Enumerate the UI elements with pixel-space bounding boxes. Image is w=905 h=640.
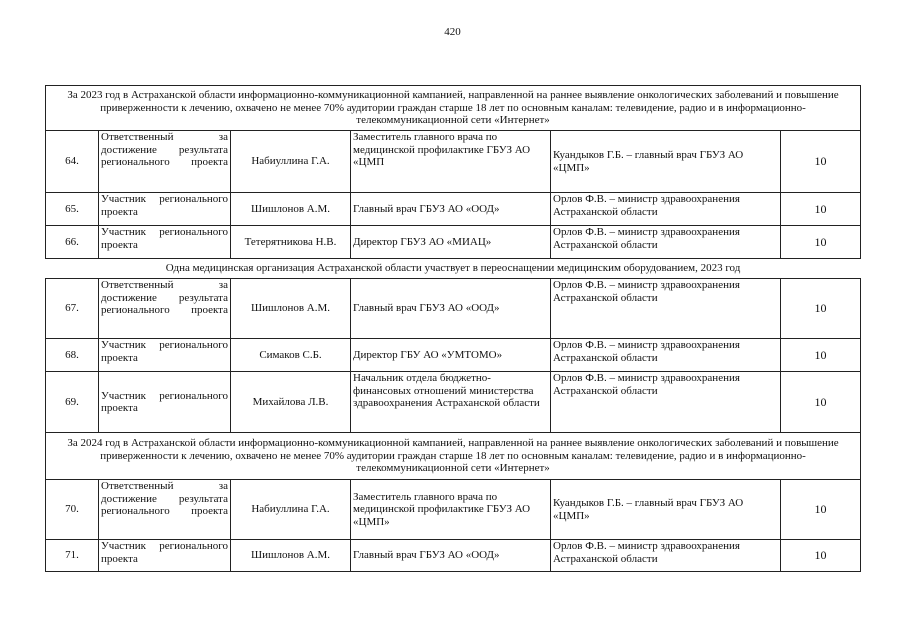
role-cell: Ответственный за достижение результата регионального проекта (99, 279, 231, 339)
position-cell: Директор ГБУЗ АО «МИАЦ» (351, 226, 551, 259)
row-number: 68. (46, 339, 99, 372)
name-cell: Набиуллина Г.А. (231, 131, 351, 193)
workload-cell: 10 (781, 480, 861, 540)
workload-cell: 10 (781, 193, 861, 226)
name-cell: Шишлонов А.М. (231, 540, 351, 572)
position-cell: Главный врач ГБУЗ АО «ООД» (351, 279, 551, 339)
page-number: 420 (444, 26, 461, 38)
position-cell: Директор ГБУ АО «УМТОМО» (351, 339, 551, 372)
role-cell: Участник регионального проекта (99, 372, 231, 433)
section-header-row (46, 433, 861, 480)
supervisor-cell: Орлов Ф.В. – министр здравоохранения Астраханской области (551, 226, 781, 259)
name-cell: Симаков С.Б. (231, 339, 351, 372)
role-cell: Участник регионального проекта (99, 540, 231, 572)
role-cell: Участник регионального проекта (99, 193, 231, 226)
table-row (46, 193, 861, 226)
section-header: За 2024 год в Астраханской области информационно-коммуникационной кампанией, направленной на раннее выявление онкологических заболеваний и повышение приверженности к лечению, охвачено не менее 70% аудитории граждан старше 18 лет по основным каналам: телевидение, радио и в информационно-телекоммуникационной сети «Интернет» (46, 433, 861, 480)
role-cell: Участник регионального проекта (99, 339, 231, 372)
section-header: За 2023 год в Астраханской области информационно-коммуникационной кампанией, направленной на раннее выявление онкологических заболеваний и повышение приверженности к лечению, охвачено не менее 70% аудитории граждан старше 18 лет по основным каналам: телевидение, радио и в информационно-телекоммуникационной сети «Интернет» (46, 86, 861, 131)
workload-cell: 10 (781, 372, 861, 433)
table-row (46, 226, 861, 259)
row-number: 66. (46, 226, 99, 259)
table-row (46, 540, 861, 572)
section-header-row (46, 259, 861, 279)
row-number: 65. (46, 193, 99, 226)
name-cell: Набиуллина Г.А. (231, 480, 351, 540)
table-row (46, 279, 861, 339)
row-number: 69. (46, 372, 99, 433)
supervisor-cell: Орлов Ф.В. – министр здравоохранения Астраханской области (551, 540, 781, 572)
row-number: 67. (46, 279, 99, 339)
name-cell: Михайлова Л.В. (231, 372, 351, 433)
table-row (46, 131, 861, 193)
supervisor-cell: Орлов Ф.В. – министр здравоохранения Астраханской области (551, 279, 781, 339)
workload-cell: 10 (781, 279, 861, 339)
role-cell: Ответственный за достижение результата регионального проекта (99, 480, 231, 540)
supervisor-cell: Куандыков Г.Б. – главный врач ГБУЗ АО «ЦМП» (551, 131, 781, 193)
table-row (46, 339, 861, 372)
role-cell: Участник регионального проекта (99, 226, 231, 259)
name-cell: Шишлонов А.М. (231, 279, 351, 339)
row-number: 64. (46, 131, 99, 193)
workload-cell: 10 (781, 540, 861, 572)
position-cell: Заместитель главного врача по медицинской профилактике ГБУЗ АО «ЦМП» (351, 480, 551, 540)
supervisor-cell: Орлов Ф.В. – министр здравоохранения Астраханской области (551, 339, 781, 372)
position-cell: Начальник отдела бюджетно- финансовых отношений министерства здравоохранения Астраханской области (351, 372, 551, 433)
workload-cell: 10 (781, 131, 861, 193)
workload-cell: 10 (781, 339, 861, 372)
row-number: 70. (46, 480, 99, 540)
role-cell: Ответственный за достижение результата регионального проекта (99, 131, 231, 193)
table-row (46, 372, 861, 433)
workload-cell: 10 (781, 226, 861, 259)
row-number: 71. (46, 540, 99, 572)
table-row (46, 480, 861, 540)
project-participants-table (45, 85, 861, 572)
position-cell: Главный врач ГБУЗ АО «ООД» (351, 193, 551, 226)
name-cell: Тетерятникова Н.В. (231, 226, 351, 259)
supervisor-cell: Орлов Ф.В. – министр здравоохранения Астраханской области (551, 193, 781, 226)
section-header: Одна медицинская организация Астраханской области участвует в переоснащении медицинским оборудованием, 2023 год (46, 259, 861, 279)
position-cell: Заместитель главного врача по медицинской профилактике ГБУЗ АО «ЦМП (351, 131, 551, 193)
position-cell: Главный врач ГБУЗ АО «ООД» (351, 540, 551, 572)
section-header-row (46, 86, 861, 131)
supervisor-cell: Орлов Ф.В. – министр здравоохранения Астраханской области (551, 372, 781, 433)
supervisor-cell: Куандыков Г.Б. – главный врач ГБУЗ АО «ЦМП» (551, 480, 781, 540)
name-cell: Шишлонов А.М. (231, 193, 351, 226)
